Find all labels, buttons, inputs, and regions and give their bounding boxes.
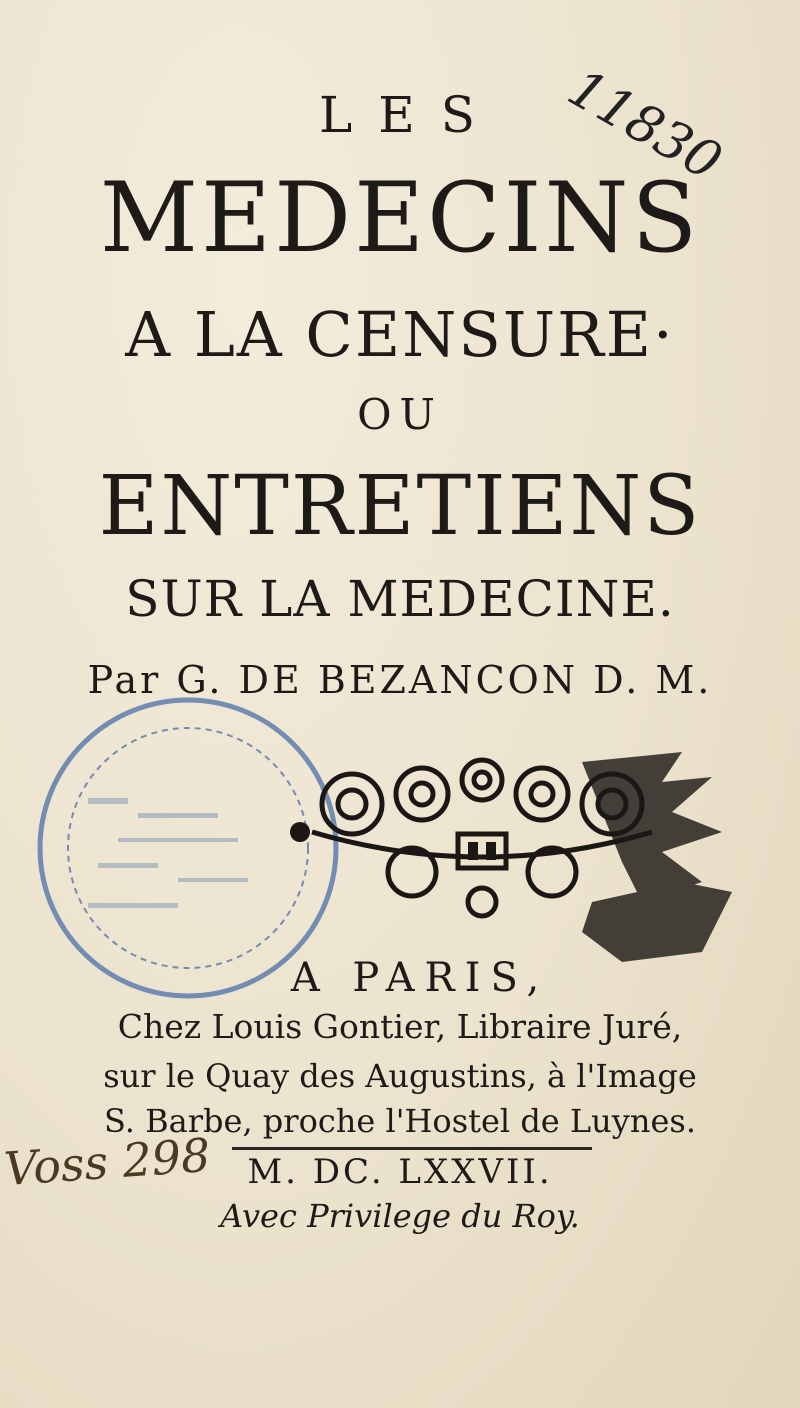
stamp-inner-ring (68, 728, 308, 968)
title-entretiens: ENTRETIENS (98, 459, 702, 554)
imprint-address-2: S. Barbe, proche l'Hostel de Luynes. (104, 1102, 696, 1140)
title-les: LES (319, 86, 501, 144)
shelfmark-annotation: 11830 (558, 58, 732, 193)
publication-date: M. DC. LXXVII. (247, 1152, 553, 1192)
imprint-city: A PARIS, (290, 955, 550, 1001)
imprint-printer: Chez Louis Gontier, Libraire Juré, (117, 1007, 683, 1046)
stamp-ink-speckle (88, 798, 248, 908)
handwritten-inventory-note: Voss 298 (2, 1127, 212, 1197)
ornament-foliage (582, 752, 732, 962)
royal-privilege: Avec Privilege du Roy. (220, 1197, 580, 1235)
subtitle-medecine: SUR LA MEDECINE. (125, 570, 675, 628)
title-medecins: MEDECINS (99, 162, 701, 274)
title-censure: A LA CENSURE· (125, 298, 675, 371)
title-ou: OU (357, 390, 443, 439)
imprint-rule (232, 1147, 592, 1150)
printer-ornament (282, 742, 742, 972)
imprint-address: sur le Quay des Augustins, à l'Image (103, 1057, 697, 1095)
author-line: Par G. DE BEZANCON D. M. (87, 658, 713, 702)
